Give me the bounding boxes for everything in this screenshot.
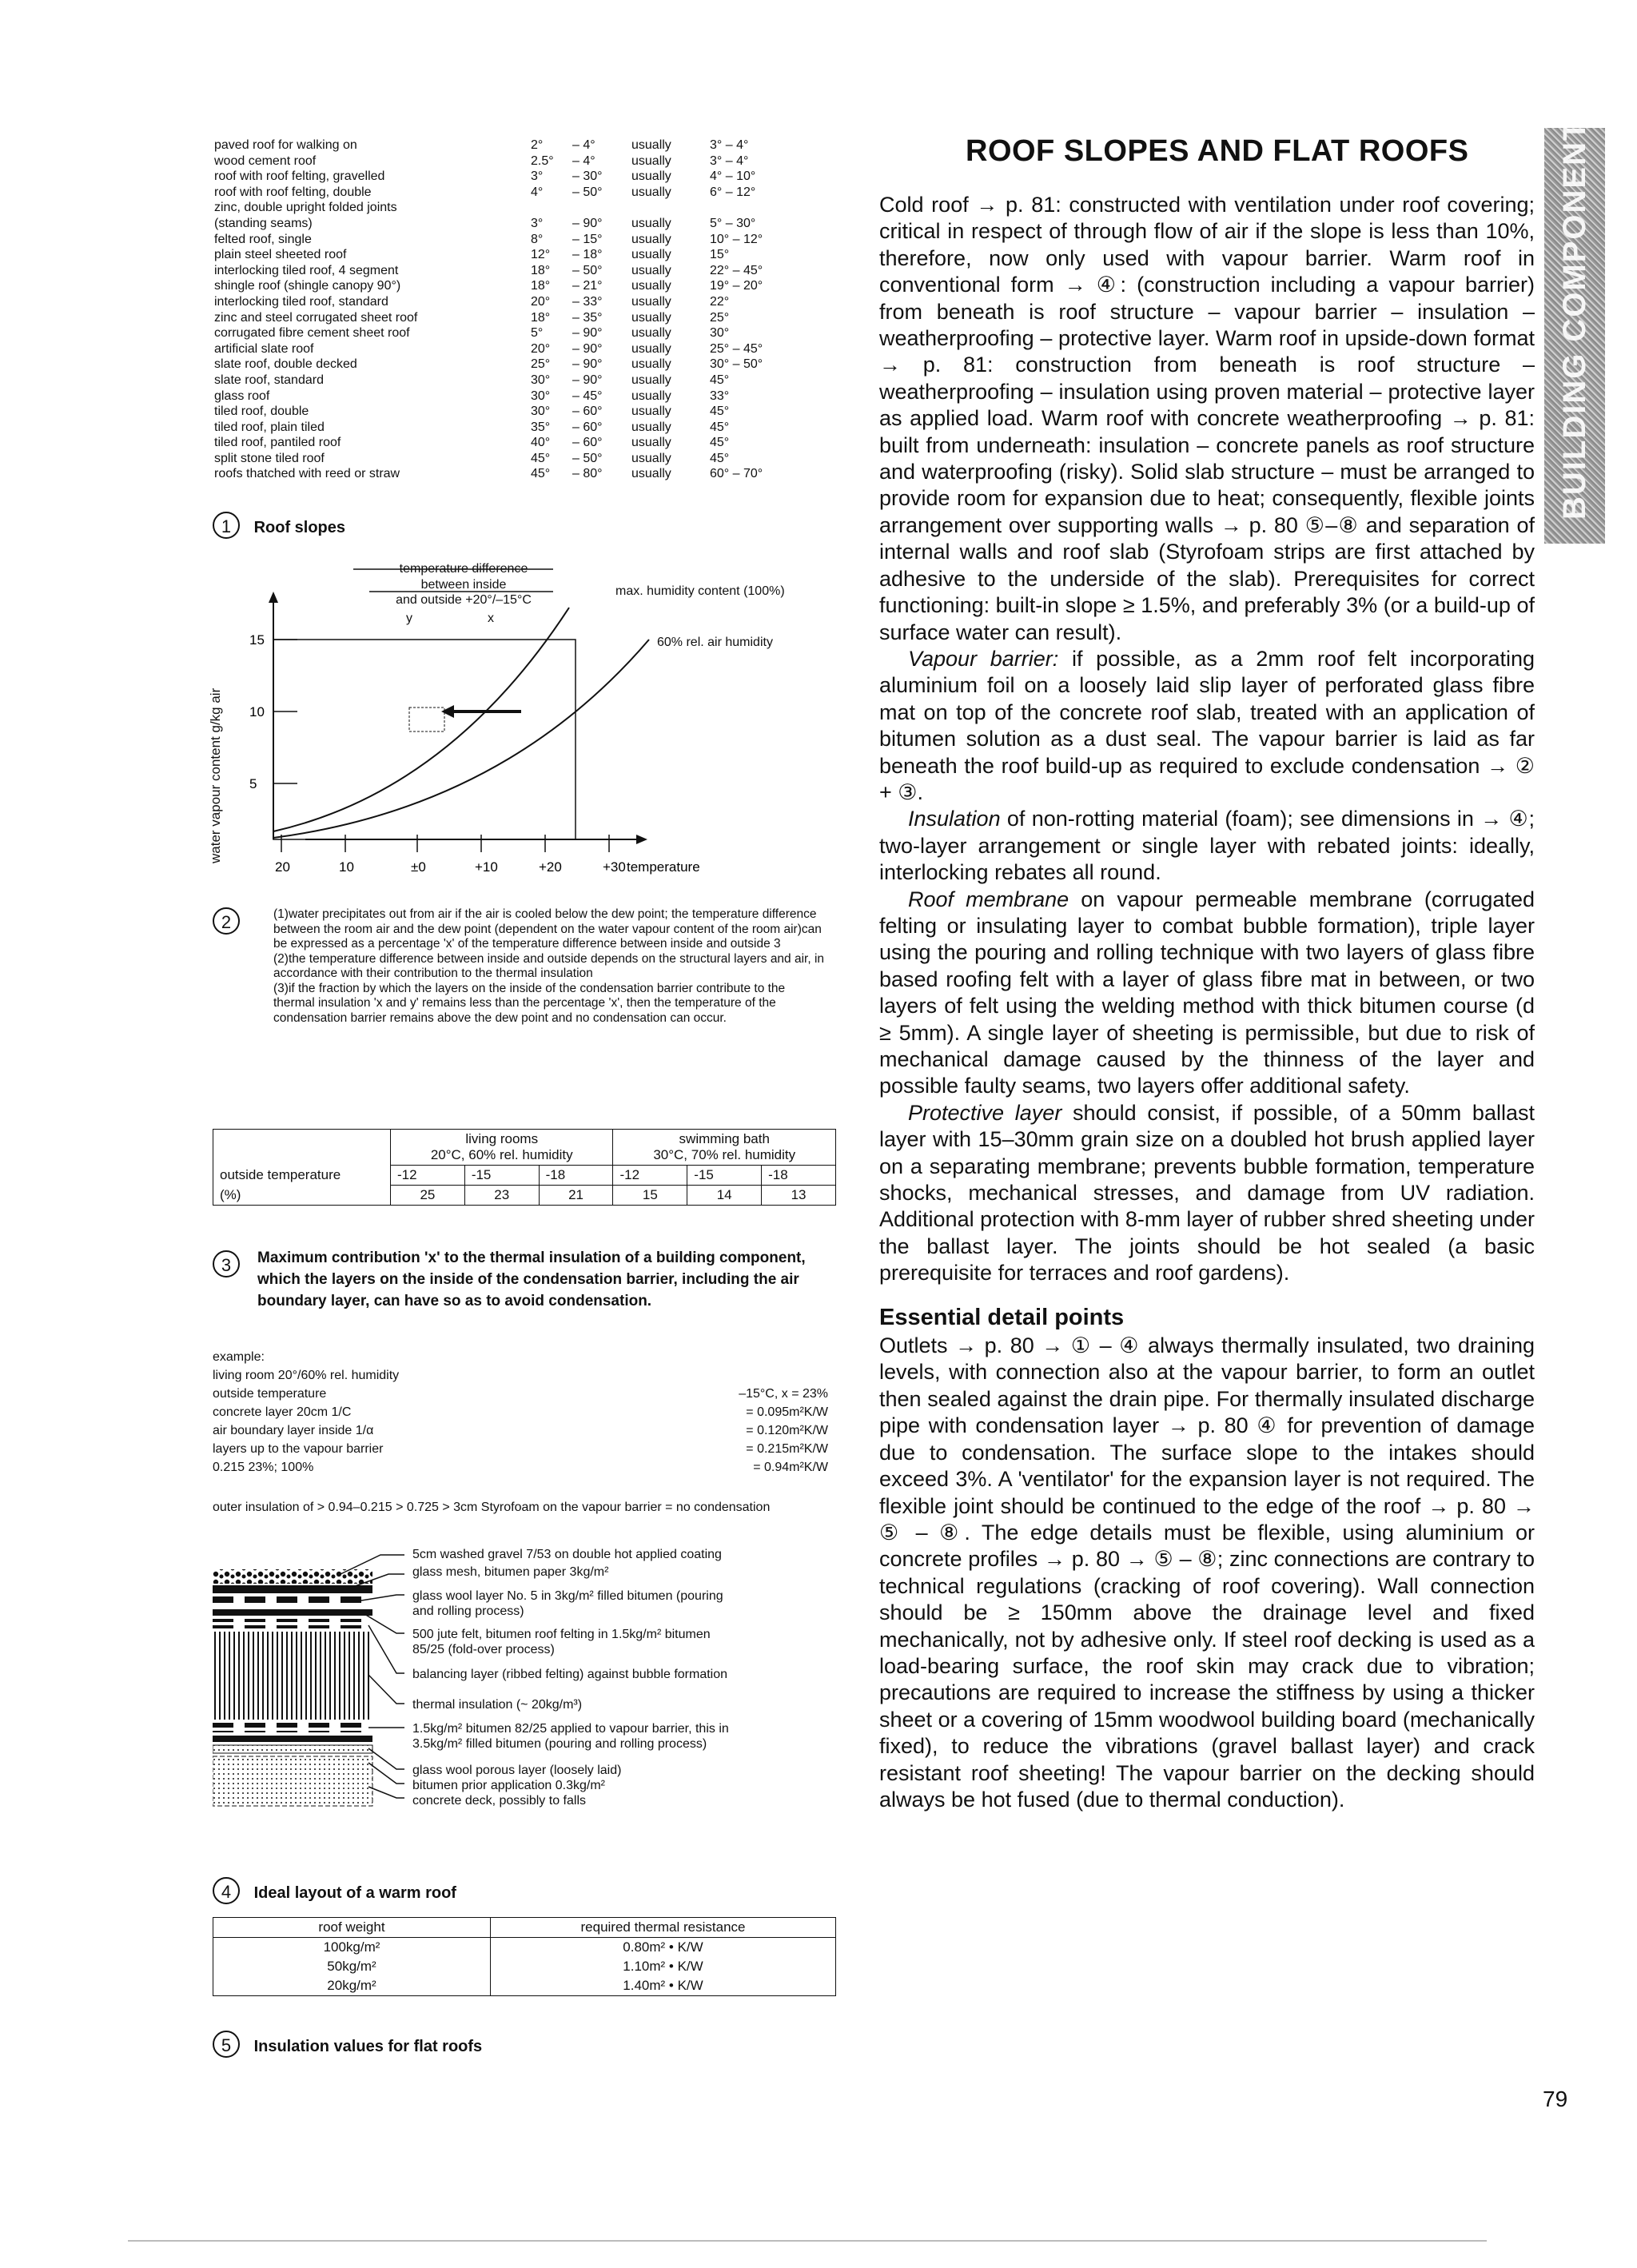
bitumen-layer: [213, 1585, 372, 1593]
slope-row: [214, 278, 822, 294]
temp-cell: -18: [539, 1166, 613, 1186]
resistance-cell: 1.40m² • K/W: [491, 1976, 836, 1996]
example-calc: [213, 1349, 828, 1478]
y-tick-label: 10: [249, 704, 265, 719]
slope-typical: 45°: [710, 420, 730, 434]
example-line: [213, 1423, 828, 1441]
slope-typical: 25° – 45°: [710, 341, 763, 356]
slope-typical: 45°: [710, 451, 730, 465]
note-list: [273, 907, 828, 1026]
x-tick-label: 10: [339, 859, 354, 875]
slope-label: tiled roof, pantiled roof: [214, 436, 341, 450]
x-tick-label: +10: [475, 859, 498, 875]
slope-label: slate roof, standard: [214, 373, 324, 387]
slope-usually: usually: [631, 248, 671, 262]
slope-label: zinc, double upright folded joints: [214, 201, 397, 215]
temp-cell: -15: [464, 1166, 539, 1186]
slope-typical: 3° – 4°: [710, 153, 749, 168]
empty-cell: [213, 1130, 391, 1166]
temp-cell: -12: [613, 1166, 687, 1186]
chart-frame: [273, 640, 576, 839]
fig1-caption: [213, 512, 345, 539]
y-axis-label: water vapour content g/kg air: [208, 688, 223, 863]
layer-label: balancing layer (ribbed felting) against bubble formation: [412, 1668, 728, 1681]
term: Roof membrane: [908, 887, 1069, 911]
annotation-line: between inside: [420, 577, 507, 592]
slope-min: 8°: [531, 232, 544, 246]
slope-max: – 4°: [572, 138, 595, 152]
series-label-max: max. humidity content (100%): [615, 584, 785, 598]
vapour-barrier-layer: [213, 1723, 372, 1732]
slope-row: [214, 310, 822, 326]
head-cell: required thermal resistance: [491, 1918, 836, 1938]
row-label: (%): [213, 1186, 391, 1206]
example-line: [213, 1441, 828, 1460]
slope-label: roofs thatched with reed or straw: [214, 467, 400, 481]
thermal-insulation-layer: [213, 1632, 372, 1720]
slope-typical: 22°: [710, 294, 730, 309]
slope-max: – 90°: [572, 216, 603, 230]
figure-number: 1: [213, 512, 240, 539]
slope-max: – 33°: [572, 294, 603, 309]
slope-row: [214, 247, 822, 263]
slope-label: tiled roof, double: [214, 405, 309, 419]
insulation-table: [213, 1917, 836, 1996]
slope-usually: usually: [631, 373, 671, 387]
slope-label: corrugated fibre cement sheet roof: [214, 326, 410, 341]
pct-cell: 25: [391, 1186, 465, 1206]
slope-typical: 22° – 45°: [710, 263, 763, 277]
roof-slopes-table: [214, 138, 822, 482]
example-footer: outer insulation of > 0.94–0.215 > 0.725 > 3cm Styrofoam on the vapour barrier = no condensation: [213, 1501, 771, 1514]
note: (1)water precipitates out from air if the air is cooled below the dew point; the temperature difference between the room air and the dew point (dependent on the water vapour content of the room air)can be expressed as a percentage 'x' of the temperature difference between inside and outside 3: [273, 907, 822, 951]
article-paragraph-protective-layer: [879, 1100, 1535, 1287]
slope-usually: usually: [631, 436, 671, 450]
slope-max: – 45°: [572, 389, 603, 403]
slope-usually: usually: [631, 279, 671, 293]
slope-label: wood cement roof: [214, 153, 317, 168]
series-label-60: 60% rel. air humidity: [657, 636, 773, 649]
figure-number: 2: [213, 907, 240, 935]
slope-min: 20°: [531, 341, 551, 356]
fig5-table-wrap: [213, 1917, 836, 1996]
slope-row: [214, 435, 822, 451]
chart-annotation-temp-diff: [360, 561, 568, 608]
pct-cell: 23: [464, 1186, 539, 1206]
slope-row: [214, 169, 822, 185]
text: on vapour permeable membrane (corrugated felting or insulating layer to combat bubble formation), triple layer using the pouring and rolling technique with two layers of glass fibre based roofing felt with a layer of glass fibre mat in between, or two layers of felt using the welding method with thick bitumen course (d ≥ 5mm). A single layer of sheeting is permissible, but due to risk of mechanical damage caused by the thinness of the layer and possible faulty seams, two layers offer additional safety.: [879, 887, 1535, 1098]
slope-label: zinc and steel corrugated sheet roof: [214, 310, 418, 325]
example-line: [213, 1386, 828, 1405]
example-line: [213, 1368, 828, 1386]
example-label: example:: [213, 1350, 265, 1364]
slope-min: 18°: [531, 263, 551, 277]
term: Protective layer: [908, 1100, 1062, 1125]
fig2-notes: [213, 907, 828, 1026]
x-tick-label: 20: [275, 859, 290, 875]
slope-max: – 15°: [572, 232, 603, 246]
slope-label: (standing seams): [214, 216, 313, 230]
slope-min: 4°: [531, 185, 544, 199]
slope-usually: usually: [631, 420, 671, 434]
figure-number: 5: [213, 2031, 240, 2058]
slope-typical: 3° – 4°: [710, 138, 749, 152]
slope-usually: usually: [631, 310, 671, 325]
slope-usually: usually: [631, 405, 671, 419]
figure-number: 3: [213, 1250, 240, 1277]
x-axis-label: temperature: [627, 859, 700, 875]
slope-max: – 50°: [572, 451, 603, 465]
dew-point-arrow-head: [441, 705, 454, 718]
layer-label: glass wool layer No. 5 in 3kg/m² filled bitumen (pouring: [412, 1589, 723, 1603]
slope-row: [214, 263, 822, 279]
text: should consist, if possible, of a 50mm ballast layer with 15–30mm grain size on a doubled hot brush applied layer on a separating membrane; prevents bubble formation, temperature shocks, mechanical stresses, and damage from UV radiation. Additional protection with 8-mm layer of rubber shred sheeting under the ballast layer. The joints should be hot sealed (a basic prerequisite for terraces and roof gardens).: [879, 1100, 1535, 1285]
fig3-table-wrap: [213, 1129, 836, 1206]
slope-min: 3°: [531, 216, 544, 230]
term: Vapour barrier:: [908, 646, 1059, 671]
slope-usually: usually: [631, 294, 671, 309]
fig4-caption: [213, 1877, 456, 1904]
term: Insulation: [908, 807, 1001, 831]
fig2-chart: [208, 552, 839, 879]
slope-typical: 60° – 70°: [710, 467, 763, 481]
slope-label: plain steel sheeted roof: [214, 248, 347, 262]
layer-label: thermal insulation (~ 20kg/m³): [412, 1698, 583, 1712]
slope-row: [214, 466, 822, 482]
slope-label: tiled roof, plain tiled: [214, 420, 325, 434]
x-tick-label: +20: [539, 859, 562, 875]
slope-max: – 21°: [572, 279, 603, 293]
caption-text: Roof slopes: [253, 519, 346, 536]
slope-usually: usually: [631, 389, 671, 403]
slope-usually: usually: [631, 326, 671, 341]
head-text: swimming bath: [679, 1131, 770, 1146]
temp-cell: -12: [391, 1166, 465, 1186]
example-line: [213, 1349, 828, 1368]
layer-label: 5cm washed gravel 7/53 on double hot applied coating: [412, 1548, 722, 1561]
gravel-layer: [213, 1569, 372, 1584]
caption-text: Maximum contribution 'x' to the thermal insulation of a building component, which the layers on the inside of the condensation barrier, including the air boundary layer, can have so as to avoid condensation.: [257, 1250, 806, 1309]
layer-label: 500 jute felt, bitumen roof felting in 1.5kg/m² bitumen: [412, 1628, 711, 1641]
layer-label: bitumen prior application 0.3kg/m²: [412, 1779, 606, 1792]
article-paragraph-vapour-barrier: [879, 646, 1535, 806]
note: (3)if the fraction by which the layers on the inside of the condensation barrier contribute to the thermal insulation 'x and y' remains less than the percentage 'x', then the temperature of the condensation barrier remains above the dew point and no condensation can occur.: [273, 981, 786, 1025]
slope-min: 35°: [531, 420, 551, 434]
text: if possible, as a 2mm roof felt incorporating aluminium foil on a loosely laid slip layer of perforated glass fibre mat on top of the concrete roof slab, treated with an application of bitumen solution as a dust seal. The vapour barrier is laid as far beneath the roof build-up as required to exclude condensation → ② + ③.: [879, 646, 1535, 804]
slope-typical: 15°: [710, 248, 730, 262]
slope-min: 2°: [531, 138, 544, 152]
slope-label: interlocking tiled roof, 4 segment: [214, 263, 399, 277]
slope-typical: 6° – 12°: [710, 185, 756, 199]
felt-layer: [213, 1619, 372, 1628]
slope-usually: usually: [631, 216, 671, 230]
caption-text: Ideal layout of a warm roof: [253, 1884, 456, 1902]
slope-row: [214, 325, 822, 341]
side-tab-label: BUILDING COMPONENTS: [1557, 96, 1592, 520]
head-cell: roof weight: [213, 1918, 491, 1938]
slope-min: 45°: [531, 451, 551, 465]
slope-row: [214, 185, 822, 201]
layer-label: and rolling process): [412, 1604, 524, 1618]
example-value: = 0.94m²K/W: [753, 1461, 828, 1474]
weight-cell: 20kg/m²: [213, 1976, 491, 1996]
side-tab: [1544, 96, 1605, 544]
slope-usually: usually: [631, 232, 671, 246]
slope-max: – 90°: [572, 357, 603, 372]
example-value: = 0.215m²K/W: [746, 1442, 828, 1456]
slope-label: roof with roof felting, double: [214, 185, 372, 199]
example-value: –15°C, x = 23%: [739, 1387, 828, 1401]
pct-cell: 14: [687, 1186, 762, 1206]
slope-usually: usually: [631, 138, 671, 152]
jute-felt-layer: [213, 1609, 372, 1616]
y-tick-label: 5: [249, 776, 257, 791]
slope-row: [214, 232, 822, 248]
annotation-x: x: [488, 612, 494, 625]
slope-typical: 30°: [710, 326, 730, 341]
slope-row: [214, 373, 822, 389]
resistance-cell: 1.10m² • K/W: [491, 1957, 836, 1976]
slope-max: – 60°: [572, 436, 603, 450]
example-label: air boundary layer inside 1/α: [213, 1424, 374, 1437]
bitumen-barrier-layer: [213, 1736, 372, 1742]
slope-min: 12°: [531, 248, 551, 262]
condensation-table: [213, 1129, 836, 1206]
x-tick-label: +30: [603, 859, 626, 875]
example-label: layers up to the vapour barrier: [213, 1442, 384, 1456]
annotation-line: temperature difference: [399, 562, 528, 576]
pct-cell: 15: [613, 1186, 687, 1206]
note: (2)the temperature difference between inside and outside depends on the structural layers and air, in accordance with their contribution to the thermal insulation: [273, 951, 825, 980]
fig5-caption: [213, 2031, 482, 2058]
example-value: = 0.120m²K/W: [746, 1424, 828, 1437]
slope-min: 3°: [531, 169, 544, 184]
fig4-diagram: [213, 1547, 836, 1867]
layer-label: glass wool porous layer (loosely laid): [412, 1764, 622, 1777]
slope-min: 18°: [531, 310, 551, 325]
concrete-deck: [213, 1756, 372, 1806]
slope-max: – 90°: [572, 341, 603, 356]
slope-min: 2.5°: [531, 153, 554, 168]
max-humidity-curve: [273, 608, 569, 831]
slope-usually: usually: [631, 341, 671, 356]
pct-cell: 13: [762, 1186, 836, 1206]
slope-label: artificial slate roof: [214, 341, 314, 356]
slope-max: – 50°: [572, 185, 603, 199]
slope-max: – 90°: [572, 326, 603, 341]
slope-typical: 10° – 12°: [710, 232, 763, 246]
slope-row: [214, 357, 822, 373]
slope-max: – 60°: [572, 405, 603, 419]
layer-label: 3.5kg/m² filled bitumen (pouring and rolling process): [412, 1737, 707, 1751]
y-tick-label: 15: [249, 632, 265, 648]
slope-typical: 45°: [710, 436, 730, 450]
slope-min: 30°: [531, 389, 551, 403]
slope-typical: 33°: [710, 389, 730, 403]
slope-min: 18°: [531, 279, 551, 293]
weight-cell: 100kg/m²: [213, 1938, 491, 1958]
slope-max: – 90°: [572, 373, 603, 387]
example-label: concrete layer 20cm 1/C: [213, 1405, 352, 1419]
slope-typical: 30° – 50°: [710, 357, 763, 372]
slope-max: – 30°: [572, 169, 603, 184]
slope-usually: usually: [631, 169, 671, 184]
slope-row: [214, 389, 822, 405]
slope-usually: usually: [631, 153, 671, 168]
layer-label: 1.5kg/m² bitumen 82/25 applied to vapour barrier, this in: [412, 1722, 729, 1736]
example-label: living room 20°/60% rel. humidity: [213, 1369, 400, 1382]
slope-row: [214, 216, 822, 232]
slope-usually: usually: [631, 263, 671, 277]
slope-label: interlocking tiled roof, standard: [214, 294, 388, 309]
slope-typical: 45°: [710, 373, 730, 387]
example-value: = 0.095m²K/W: [746, 1405, 828, 1419]
fig3-caption: [213, 1247, 836, 1312]
annotation-y: y: [406, 612, 412, 625]
hatch-zone: [409, 708, 444, 731]
porous-layer: [213, 1745, 372, 1753]
temp-cell: -15: [687, 1166, 762, 1186]
article-paragraph-roof-membrane: [879, 887, 1535, 1100]
article-paragraph-cold-roof: Cold roof → p. 81: constructed with ventilation under roof covering; critical in respect of through flow of air if the slope is less than 10%, therefore, now only used with vapour barrier. Warm roof in conventional form → ④: (construction including a vapour barrier) from beneath is roof structure – vapour barrier – insulation – weatherproofing – protective layer. Warm roof in upside-down format → p. 81: construction from beneath is roof structure – weatherproofing – insulation using proven material – protective layer as applied load. Warm roof with concrete weatherproofing → p. 81: built from underneath: insulation – concrete panels as roof structure and waterproofing (risky). Solid slab structure – must be arranged to provide room for expansion due to heat; consequently, flexible joints arrangement over supporting walls → p. 80 ⑤–⑧ and separation of internal walls and roof slab (Styrofoam strips are first attached by adhesive to the underside of the slab). Prerequisites for correct functioning: built-in slope ≥ 1.5%, and preferably 3% (or a build-up of surface water can result).: [879, 193, 1535, 644]
figure-number: 4: [213, 1877, 240, 1904]
example-label: outside temperature: [213, 1387, 327, 1401]
slope-min: 5°: [531, 326, 544, 341]
slope-label: slate roof, double decked: [214, 357, 357, 372]
x-axis-arrow: [636, 835, 647, 844]
glass-wool-layer: [213, 1596, 372, 1606]
resistance-cell: 0.80m² • K/W: [491, 1938, 836, 1958]
slope-label: felted roof, single: [214, 232, 312, 246]
slope-row: [214, 404, 822, 420]
article-body: [879, 192, 1535, 1813]
caption-text: Insulation values for flat roofs: [253, 2038, 483, 2055]
article-paragraph-insulation: [879, 806, 1535, 886]
slope-typical: 4° – 10°: [710, 169, 756, 184]
slope-usually: usually: [631, 451, 671, 465]
slope-min: 45°: [531, 467, 551, 481]
slope-label: split stone tiled roof: [214, 451, 325, 465]
example-line: [213, 1460, 828, 1478]
slope-row: [214, 200, 822, 216]
x-tick-label: ±0: [411, 859, 426, 875]
weight-cell: 50kg/m²: [213, 1957, 491, 1976]
slope-min: 30°: [531, 405, 551, 419]
example-label: 0.215 23%; 100%: [213, 1461, 314, 1474]
example-line: [213, 1405, 828, 1423]
sixty-percent-curve: [273, 640, 649, 838]
annotation-line: and outside +20°/–15°C: [396, 593, 532, 607]
slope-row: [214, 153, 822, 169]
head-text: 20°C, 60% rel. humidity: [430, 1147, 573, 1162]
head-living: [391, 1130, 613, 1166]
slope-min: 30°: [531, 373, 551, 387]
slope-row: [214, 341, 822, 357]
slope-max: – 18°: [572, 248, 603, 262]
page-number: 79: [1543, 2087, 1568, 2111]
bottom-rule: [128, 2240, 1487, 2242]
slope-label: shingle roof (shingle canopy 90°): [214, 279, 401, 293]
slope-max: – 80°: [572, 467, 603, 481]
slope-typical: 45°: [710, 405, 730, 419]
slope-typical: 25°: [710, 310, 730, 325]
layer-label: glass mesh, bitumen paper 3kg/m²: [412, 1565, 609, 1579]
pct-cell: 21: [539, 1186, 613, 1206]
text: of non-rotting material (foam); see dimensions in → ④; two-layer arrangement or single layer with rebated joints: ideally, interlocking rebates all round.: [879, 807, 1535, 885]
slope-min: 40°: [531, 436, 551, 450]
y-axis-arrow: [269, 592, 278, 603]
slope-row: [214, 294, 822, 310]
row-label: outside temperature: [213, 1166, 391, 1186]
slope-usually: usually: [631, 185, 671, 199]
head-text: living rooms: [465, 1131, 539, 1146]
slope-max: – 50°: [572, 263, 603, 277]
slope-row: [214, 138, 822, 153]
slope-label: roof with roof felting, gravelled: [214, 169, 385, 184]
slope-typical: 5° – 30°: [710, 216, 756, 230]
slope-label: paved roof for walking on: [214, 138, 357, 152]
slope-label: glass roof: [214, 389, 270, 403]
slope-typical: 19° – 20°: [710, 279, 763, 293]
page-title: ROOF SLOPES AND FLAT ROOFS: [966, 134, 1469, 168]
slope-max: – 35°: [572, 310, 603, 325]
section-heading: Essential detail points: [879, 1304, 1125, 1330]
slope-row: [214, 451, 822, 467]
layer-label: concrete deck, possibly to falls: [412, 1794, 586, 1808]
slope-row: [214, 420, 822, 436]
slope-min: 20°: [531, 294, 551, 309]
slope-max: – 4°: [572, 153, 595, 168]
slope-min: 25°: [531, 357, 551, 372]
slope-max: – 60°: [572, 420, 603, 434]
temp-cell: -18: [762, 1166, 836, 1186]
slope-usually: usually: [631, 467, 671, 481]
head-swim: [613, 1130, 836, 1166]
article-paragraph-detail-points: Outlets → p. 80 → ① – ④ always thermally insulated, two draining levels, with connection also at the vapour barrier, to form an outlet then sealed against the drain pipe. For thermally insulated discharge pipe with condensation layer → p. 80 ④ for prevention of damage due to condensation. The surface slope to the intakes should exceed 3%. A 'ventilator' for the expansion layer is not required. The flexible joint should be continued to the edge of the roof → p. 80 → ⑤ – ⑧. The edge details must be flexible, using aluminium or concrete profiles → p. 80 → ⑤ – ⑧; zinc connections are contrary to technical regulations (cracking of roof covering). Wall connection should be ≥ 150mm above the drainage level and fixed mechanically, not by adhesive only. If steel roof decking is used as a load-bearing surface, the roof skin may crack due to vibration; precautions are required to increase the stiffness by using a thicker sheet or a covering of 15mm woodwool building board (mechanically fixed), to reduce the vibrations (gravel ballast layer) and crack resistant roof sheeting! The vapour barrier on the decking should always be hot fused (due to thermal conduction).: [879, 1333, 1535, 1812]
layer-label: 85/25 (fold-over process): [412, 1643, 555, 1656]
head-text: 30°C, 70% rel. humidity: [653, 1147, 796, 1162]
slope-usually: usually: [631, 357, 671, 372]
